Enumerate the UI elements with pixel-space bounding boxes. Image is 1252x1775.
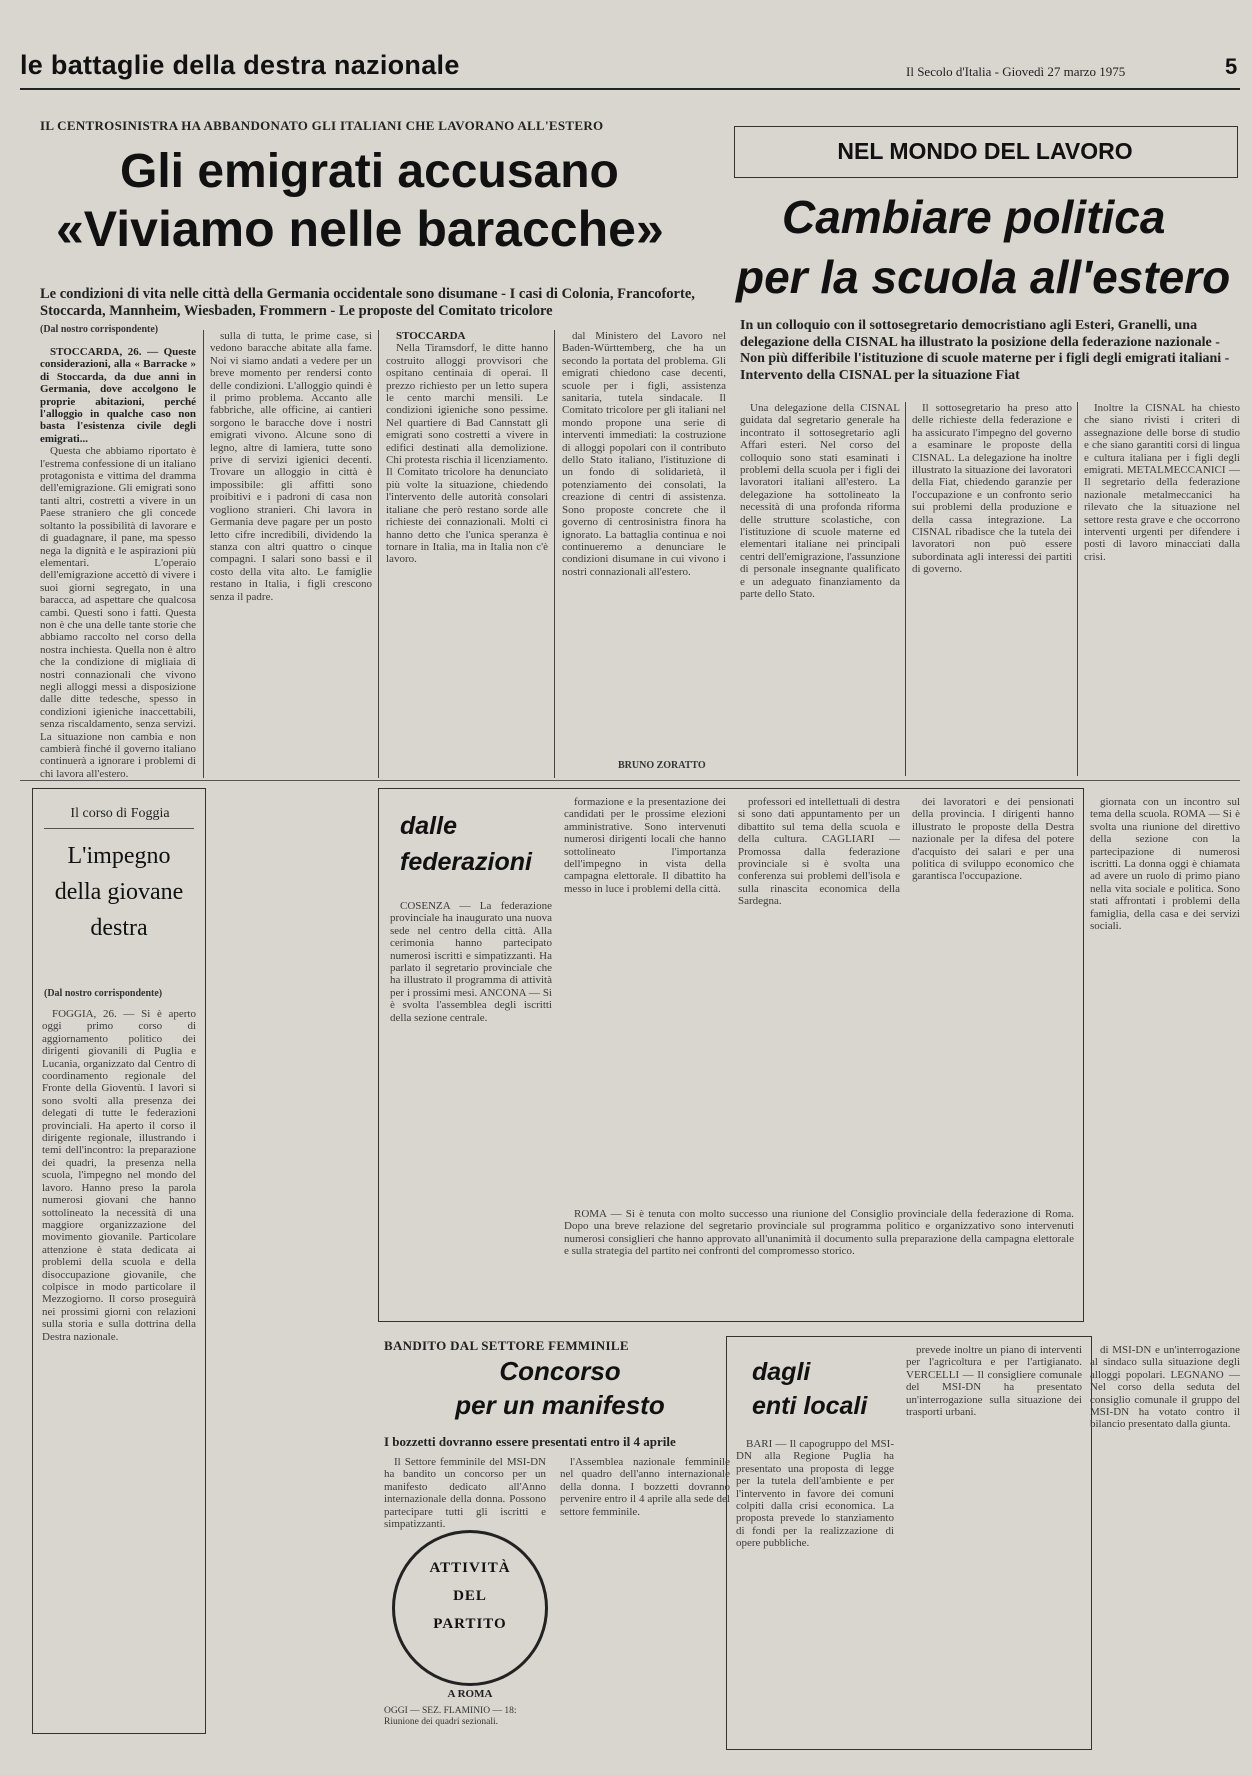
foggia-text: FOGGIA, 26. — Si è aperto oggi primo corso di aggiornamento politico dei dirigenti giovanili di Puglia e Lucania, organizzato dal Centro di coordinamento regionale del Fronte della Gioventù. I lavori si sono svolti alla presenza dei delegati di tutte le federazioni provinciali. Ha aperto il corso il dirigente regionale, illustrando i temi dell'incontro: la preparazione dei quadri, la presenza nella scuola, l'impegno nel mondo del lavoro. Hanno preso la parola numerosi giovani che hanno sottolineato la necessità di una maggiore organizzazione del movimento giovanile. Particolare attenzione è stata dedicata ai problemi della scuola e della disoccupazione giovanile, che colpisce in modo particolare il Mezzogiorno. Il corso proseguirà nei prossimi giorni con relazioni sulla storia e sulla dottrina della Destra nazionale. (42, 1008, 196, 1343)
femminile-column-1 (384, 1456, 546, 1531)
attivita-note: OGGI — SEZ. FLAMINIO — 18: Riunione dei quadri sezionali. (384, 1706, 517, 1727)
emigrati-headline-1: Gli emigrati accusano (120, 145, 619, 198)
federazioni-column-2 (564, 796, 726, 1200)
federazioni-column-1 (390, 900, 552, 1200)
enti-text-3: di MSI-DN e un'interrogazione al sindaco sulla situazione degli alloggi popolari. LEGNANO — Nel corso della seduta del consiglio comunale il gruppo del MSI-DN ha votato contro il bilancio presentato dalla giunta. (1090, 1344, 1240, 1431)
attivita-line-1: ATTIVITÀ (429, 1560, 511, 1576)
femminile-text-1: Il Settore femminile del MSI-DN ha bandito un concorso per un manifesto dedicato all'Anno internazionale della donna. Possono partecipare tutti gli iscritti e simpatizzanti. (384, 1456, 546, 1531)
emigrati-kicker: IL CENTROSINISTRA HA ABBANDONATO GLI ITALIANI CHE LAVORANO ALL'ESTERO (40, 118, 604, 133)
femminile-kicker: BANDITO DAL SETTORE FEMMINILE (384, 1338, 629, 1353)
lavoro-banner: NEL MONDO DEL LAVORO (837, 138, 1133, 164)
emigrati-signature: BRUNO ZORATTO (618, 760, 706, 771)
lavoro-headline-2: per la scuola all'estero (736, 251, 1231, 303)
lavoro-headline-1: Cambiare politica (782, 191, 1166, 243)
emigrati-text-4: dal Ministero del Lavoro nel Baden-Württemberg, che ha un secondo la portata del problema. Gli emigrati chiedono case decenti, scuole per i figli, assistenza sanitaria, tutela sindacale. Il Comitato tricolore per gli italiani nel mondo propone una serie di interventi immediati: la costruzione di alloggi popolari con il contributo dello Stato italiano, l'istituzione di un fondo di solidarietà, il potenziamento dei consolati, la creazione di centri di assistenza. Sono proposte concrete che il governo di centrosinistra finora ha ignorato. La battaglia continua e noi continueremo a denunciare le condizioni disumane in cui vivono i nostri connazionali all'estero. (562, 330, 726, 578)
attivita-sub: A ROMA (447, 1688, 493, 1700)
enti-column-1 (736, 1438, 894, 1738)
enti-column-3 (1090, 1344, 1240, 1740)
emigrati-column-1 (40, 346, 196, 780)
emigrati-text-1: Questa che abbiamo riportato è l'estrema confessione di un italiano protagonista e vittima del dramma dell'emigrazione. Gli emigrati sono tanti altri, costretti a vivere in un Paese straniero che gli concede soltanto la possibilità di lavorare e di guadagnare, il pane, ma spesso nega la dignità e le aspirazioni più elementari. L'operaio dell'emigrazione accettò di vivere i suoi giorni segregato, in una baracca, ad aspettare che qualcosa cambi. Questi sono i fatti. Questa non è che una delle tante storie che abbiamo raccolto nel corso della nostra inchiesta. Quella non è altro che la condizione di migliaia di nostri connazionali che vivono negli alloggi messi a disposizione dalle ditte tedesche, spesso in condizioni igieniche inaccettabili, senza riscaldamento, senza servizi. La situazione non cambia e non cambierà finché il governo italiano continuerà a ignorare i problemi di chi lavora all'estero. (40, 445, 196, 780)
federazioni-column-3 (738, 796, 900, 1200)
lavoro-column-2 (912, 402, 1072, 776)
federazioni-right-column (1090, 796, 1240, 1314)
enti-title-1: dagli (752, 1358, 811, 1386)
foggia-byline: (Dal nostro corrispondente) (44, 988, 163, 999)
enti-title-2: enti locali (752, 1392, 868, 1420)
federazioni-title-2: federazioni (400, 848, 532, 876)
femminile-deck: I bozzetti dovranno essere presentati entro il 4 aprile (384, 1434, 676, 1449)
emigrati-text-3: Nella Tiramsdorf, le ditte hanno costruito alloggi provvisori che ospitano centinaia di operai. Il prezzo richiesto per un letto supera le cento marchi mensili. Le condizioni igieniche sono pessime. Nel quartiere di Bad Cannstatt gli emigrati sono costretti a vivere in edifici destinati alla demolizione. Chi protesta rischia il licenziamento. Il Comitato tricolore ha denunciato più volte la situazione, chiedendo l'intervento delle autorità consolari italiane che però restano sorde alle richieste dei connazionali. Molti ci hanno detto che l'unica speranza è tornare in Italia, ma in Italia non c'è lavoro. (386, 342, 548, 566)
section-title: le battaglie della destra nazionale (20, 50, 460, 80)
enti-text-1: BARI — Il capogruppo del MSI-DN alla Regione Puglia ha presentato una proposta di legge per la tutela dell'ambiente e per l'intervento in favore dei comuni colpiti dalla crisi economica. La proposta prevede lo stanziamento di fondi per la realizzazione di opere pubbliche. (736, 1438, 894, 1550)
federazioni-text-2: formazione e la presentazione dei candidati per le prossime elezioni amministrative. Sono intervenuti numerosi dirigenti locali che hanno sottolineato l'importanza dell'impegno in vista della campagna elettorale. Il dibattito ha messo in luce i problemi della città. (564, 796, 726, 895)
femminile-headline-1: Concorso (499, 1356, 621, 1386)
federazioni-text-3: professori ed intellettuali di destra si sono dati appuntamento per un dibattito sul tema della scuola e della cultura. CAGLIARI — Promossa dalla federazione provinciale si è svolta una conferenza sui problemi dell'isola e sulla rinascita economica della Sardegna. (738, 796, 900, 908)
federazioni-column-4 (912, 796, 1074, 1200)
foggia-body (42, 1008, 196, 1724)
foggia-headline: L'impegno della giovane destra (54, 843, 184, 941)
emigrati-column-2 (210, 330, 372, 1775)
publication-line: Il Secolo d'Italia - Giovedì 27 marzo 1975 (906, 64, 1126, 79)
federazioni-text-1: COSENZA — La federazione provinciale ha inaugurato una nuova sede nel centro della città. Alla cerimonia hanno partecipato numerosi iscritti e simpatizzanti. Ha parlato il segretario provinciale che ha illustrato il programma di attività per i prossimi mesi. ANCONA — Si è svolta l'assemblea degli iscritti della sezione centrale. (390, 900, 552, 1024)
lavoro-column-3 (1084, 402, 1240, 776)
foggia-kicker: Il corso di Foggia (70, 806, 170, 821)
emigrati-byline: (Dal nostro corrispondente) (40, 324, 159, 335)
attivita-line-3: PARTITO (433, 1616, 507, 1632)
femminile-column-2 (560, 1456, 730, 1746)
lavoro-column-1 (740, 402, 900, 776)
federazioni-roma (564, 1208, 1074, 1312)
emigrati-deck: Le condizioni di vita nelle città della Germania occidentale sono disumane - I casi di Colonia, Francoforte, Stoccarda, Mannheim, Wiesbaden, Frommern - Le proposte del Comitato tricolore (40, 286, 695, 319)
femminile-headline-2: per un manifesto (455, 1390, 665, 1420)
femminile-text-2: l'Assemblea nazionale femminile nel quadro dell'anno internazionale della donna. I bozzetti dovranno pervenire entro il 4 aprile alla sede del settore femminile. (560, 1456, 730, 1518)
attivita-line-2: DEL (453, 1588, 487, 1604)
attivita-circle (392, 1530, 548, 1686)
masthead-rule (20, 88, 1240, 90)
enti-text-2: prevede inoltre un piano di interventi per l'agricoltura e per l'artigianato. VERCELLI — Il consigliere comunale del MSI-DN ha presentato un'interrogazione sulla situazione dei trasporti urbani. (906, 1344, 1082, 1419)
page-number: 5 (1225, 54, 1238, 79)
enti-column-2 (906, 1344, 1082, 1740)
federazioni-text-4: dei lavoratori e dei pensionati della provincia. I dirigenti hanno illustrato le proposte della Destra nazionale per la difesa del potere d'acquisto dei salari e per una politica di sviluppo economico che garantisca l'occupazione. (912, 796, 1074, 883)
federazioni-title-1: dalle (400, 812, 457, 840)
emigrati-col3-kicker: STOCCARDA (396, 330, 466, 342)
lavoro-text-2: Il sottosegretario ha preso atto delle richieste della federazione e ha assicurato l'impegno del governo a esaminare le proposte della CISNAL. La delegazione ha inoltre illustrato la situazione dei lavoratori della Fiat, chiedendo garanzie per l'occupazione e un confronto serio sui problemi della produzione e della cassa integrazione. La CISNAL ribadisce che la tutela dei lavoratori non può essere subordinata agli interessi dei partiti di governo. (912, 402, 1072, 576)
lavoro-text-3: Inoltre la CISNAL ha chiesto che siano rivisti i criteri di assegnazione delle borse di studio e che siano garantiti corsi di lingua e cultura italiana per i figli degli emigrati. METALMECCANICI — Il segretario della federazione nazionale metalmeccanici ha rilevato che la situazione nel settore resta grave e che occorrono interventi urgenti per difendere i posti di lavoro minacciati dalla crisi. (1084, 402, 1240, 563)
federazioni-roma-text: ROMA — Si è tenuta con molto successo una riunione del Consiglio provinciale della federazione di Roma. Dopo una breve relazione del segretario provinciale sul programma politico e organizzativo sono intervenuti numerosi consiglieri che hanno approvato all'unanimità il documento sulla preparazione della campagna elettorale e sulla strategia del partito nei confronti del compromesso storico. (564, 1208, 1074, 1258)
federazioni-right-text: giornata con un incontro sul tema della scuola. ROMA — Si è svolta una riunione del direttivo della sezione con la partecipazione di numerosi iscritti. La donna oggi è chiamata ad avere un ruolo di primo piano nella vita sociale e politica. Sono stati affrontati i problemi della famiglia, della casa e dei servizi sociali. (1090, 796, 1240, 933)
emigrati-column-3 (386, 330, 548, 778)
emigrati-text-2: sulla di tutta, le prime case, si vedono baracche abitate alla fame. Noi vi siamo andati a vedere per un breve momento per rendersi conto delle condizioni. L'alloggio quindi è il primo problema. Accanto alle fabbriche, alle officine, ai cantieri sorgono le baracche dove i nostri emigrati vivono. Alcune sono di legno, altre di lamiera, tutte sono prive di servizi igienici decenti. Trovare un alloggio in città è impossibile: gli affitti sono proibitivi e i padroni di casa non vogliono stranieri. Chi lavora in Germania deve pagare per un posto letto cifre incredibili, dividendo la stanza con altri quattro o cinque compagni. I salari sono bassi e il costo della vita alto. Le famiglie restano in Italia, i figli crescono senza il padre. (210, 330, 372, 603)
emigrati-column-4 (562, 330, 726, 758)
lavoro-deck: In un colloquio con il sottosegretario democristiano agli Esteri, Granelli, una delegazione della CISNAL ha illustrato la posizione della federazione nazionale - Non più differibile l'istituzione di scuole materne per i figli degli emigrati italiani - Intervento della CISNAL per la situazione Fiat (740, 318, 1230, 383)
lavoro-text-1: Una delegazione della CISNAL guidata dal segretario generale ha incontrato il sottosegretario agli Affari esteri. Nel corso del colloquio sono stati esaminati i problemi della scuola per i figli dei lavoratori italiani all'estero. La delegazione ha sottolineato la necessità di una profonda riforma delle strutture scolastiche, con l'istituzione di scuole materne ed elementari italiane nei principali centri dell'emigrazione, l'assunzione di personale insegnante qualificato e un adeguato finanziamento da parte dello Stato. (740, 402, 900, 601)
emigrati-headline-2: «Viviamo nelle baracche» (56, 201, 664, 257)
emigrati-lead: STOCCARDA, 26. — Queste considerazioni, alla « Barracke » di Stoccarda, da due anni in Germania, dove accolgono le proprie abitazioni, perché l'alloggio in qualche caso non basta l'esistenza civile degli emigrati... (40, 346, 196, 445)
